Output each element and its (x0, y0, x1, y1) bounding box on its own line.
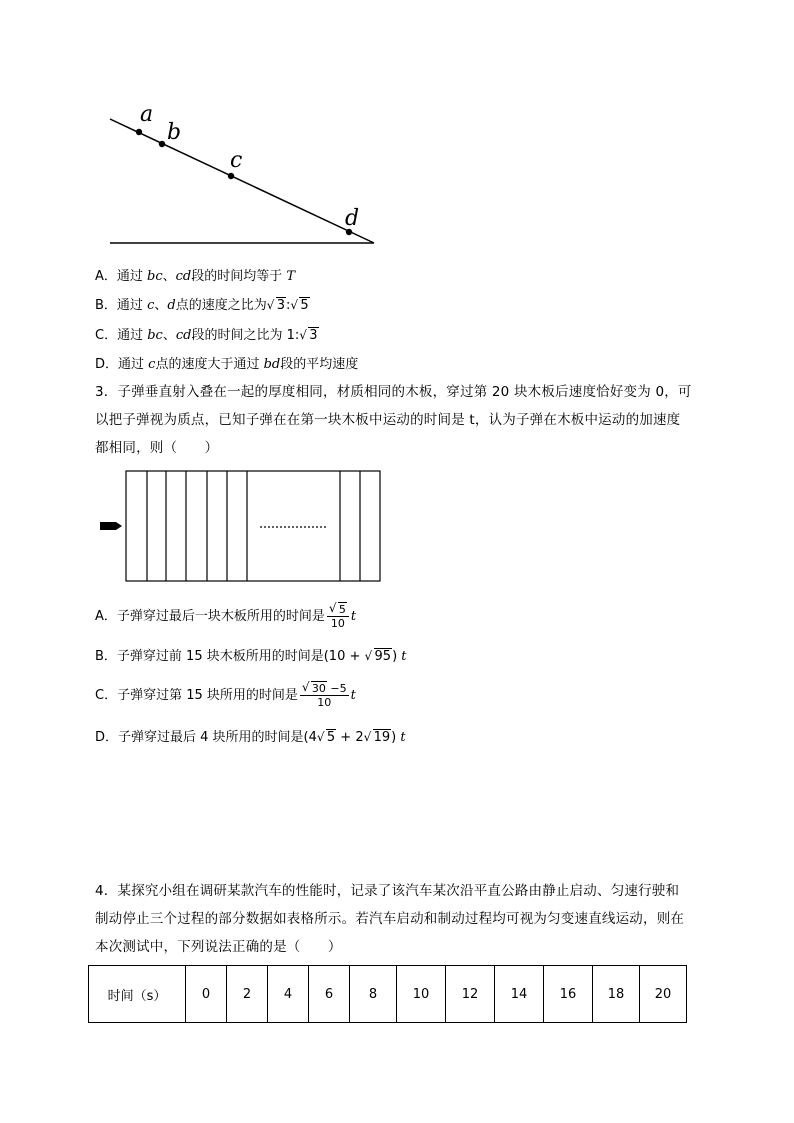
label-a: a (140, 102, 154, 127)
q3-option-d (95, 729, 406, 747)
q4-line-3: 本次测试中，下列说法正确的是（ ） (95, 939, 342, 955)
q3-line-3: 都相同，则（ ） (95, 440, 219, 456)
radicand: 19 (373, 730, 391, 745)
radicand: 5 (300, 298, 309, 313)
point-c (228, 173, 234, 179)
radicand: 5 (326, 730, 336, 745)
var: t (400, 730, 406, 745)
var: cd (175, 328, 192, 343)
table-cell: 16 (544, 966, 593, 1023)
point-b (159, 141, 165, 147)
q2-option-b (95, 297, 310, 315)
fraction (327, 603, 349, 630)
q2-option-c (95, 327, 319, 345)
table-header-cell: 时间（s） (89, 966, 186, 1023)
var: bc (147, 328, 163, 343)
option-middle: 点的速度大于通过 (155, 357, 264, 372)
table-cell: 8 (350, 966, 397, 1023)
bullet-arrow-icon (100, 522, 122, 530)
var: t (350, 688, 356, 703)
option-prefix: D．子弹穿过最后 4 块所用的时间是 (95, 730, 304, 745)
var: bd (263, 357, 281, 372)
expr: ) (391, 730, 397, 745)
option-suffix: 点的速度之比为 (175, 298, 267, 313)
radicand: 5 (338, 603, 346, 616)
option-suffix: 段的时间之比为 1: (191, 328, 300, 343)
option-suffix: 段的时间均等于 (191, 269, 287, 284)
radicand: 3 (309, 328, 318, 343)
q3-option-b (95, 648, 407, 666)
q4-stem (95, 877, 715, 961)
fraction (300, 682, 349, 709)
table-row (89, 966, 687, 1023)
q3-line-2: 以把子弹视为质点，已知子弹在在第一块木板中运动的时间是 t，认为子弹在木板中运动的加速度 (95, 412, 681, 428)
table-cell: 10 (397, 966, 446, 1023)
board-stack-outline (126, 471, 380, 581)
var: c (147, 298, 155, 313)
option-prefix: B．通过 (95, 298, 148, 313)
option-prefix: B．子弹穿过前 15 块木板所用的时间是 (95, 649, 324, 664)
var: t (401, 649, 407, 664)
label-b: b (167, 120, 182, 145)
table-cell: 12 (446, 966, 495, 1023)
table-cell: 6 (309, 966, 350, 1023)
var: cd (175, 269, 192, 284)
point-a (136, 129, 142, 135)
var: d (167, 298, 176, 313)
option-prefix: D．通过 (95, 357, 149, 372)
table-cell: 4 (268, 966, 309, 1023)
table-cell: 20 (640, 966, 687, 1023)
numerator-rest: −5 (326, 682, 347, 695)
sep: 、 (154, 298, 168, 313)
sep: 、 (162, 328, 176, 343)
sqrt (365, 729, 392, 747)
expr: + 2 (336, 730, 364, 745)
q2-option-a (95, 268, 295, 286)
time-table (88, 965, 687, 1023)
expr: (4 (303, 730, 317, 745)
option-suffix: 段的平均速度 (280, 357, 359, 372)
q3-option-a (95, 601, 356, 633)
incline-line (110, 119, 374, 243)
table-cell: 18 (593, 966, 640, 1023)
board-stack-diagram (98, 468, 388, 584)
q4-line-1: 4．某探究小组在调研某款汽车的性能时，记录了该汽车某次沿平直公路由静止启动、匀速行驶和 (95, 883, 680, 899)
radicand: 95 (374, 649, 392, 664)
sqrt (303, 682, 327, 695)
q4-line-2: 制动停止三个过程的部分数据如表格所示。若汽车启动和制动过程均可视为匀变速直线运动，则在 (95, 911, 685, 927)
table-cell: 2 (227, 966, 268, 1023)
option-prefix: A．通过 (95, 269, 148, 284)
incline-diagram (100, 95, 390, 255)
q3-stem (95, 378, 715, 462)
paren: (10 + (323, 649, 365, 664)
colon: : (285, 298, 291, 313)
q3-option-c (95, 680, 356, 712)
sqrt (318, 729, 336, 747)
option-prefix: C．通过 (95, 328, 148, 343)
sqrt (300, 327, 318, 345)
var: T (286, 269, 296, 284)
paren: ) (392, 649, 398, 664)
sqrt (291, 297, 309, 315)
sqrt (330, 603, 347, 616)
denominator: 10 (317, 696, 332, 709)
radicand: 30 (311, 682, 326, 695)
option-prefix: C．子弹穿过第 15 块所用的时间是 (95, 688, 298, 703)
var: t (350, 609, 357, 624)
sqrt (268, 297, 286, 315)
label-d: d (345, 206, 360, 231)
option-prefix: A．子弹穿过最后一块木板所用的时间是 (95, 609, 325, 624)
radicand: 3 (276, 298, 285, 313)
table-cell: 0 (186, 966, 227, 1023)
sqrt (366, 648, 393, 666)
var: bc (147, 269, 163, 284)
var: c (148, 357, 156, 372)
label-c: c (230, 148, 243, 173)
denominator: 10 (330, 617, 345, 630)
q2-option-d (95, 356, 358, 374)
q3-line-1: 3．子弹垂直射入叠在一起的厚度相同，材质相同的木板，穿过第 20 块木板后速度恰好变为 0，可 (95, 384, 692, 400)
table-cell: 14 (495, 966, 544, 1023)
sep: 、 (162, 269, 176, 284)
